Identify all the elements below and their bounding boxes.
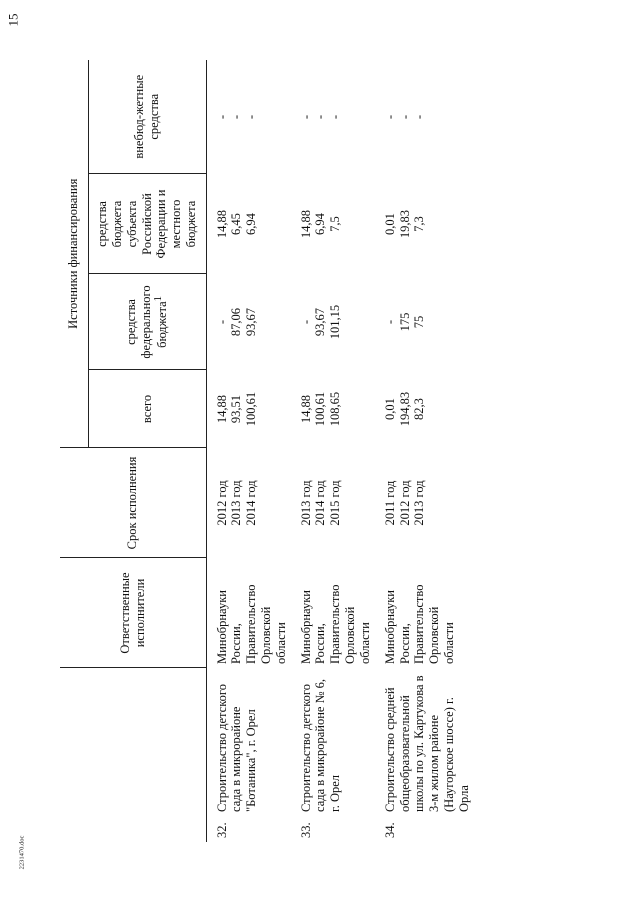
table-body bbox=[206, 60, 474, 842]
row-extra-value: - bbox=[244, 114, 258, 120]
row-subject-value: 6,94 bbox=[313, 213, 328, 235]
row-federal bbox=[291, 274, 375, 370]
row-name: Строительство средней общеобразовательной школы по ул. Картукова в 3-м жилом районе (Наугорское шоссе) г. Орла bbox=[382, 675, 471, 812]
row-total-value: 194,83 bbox=[397, 391, 412, 427]
row-subject-value: 0,01 bbox=[382, 213, 397, 235]
header-federal bbox=[88, 274, 206, 370]
row-total-value: 14,88 bbox=[214, 394, 229, 424]
row-extra-value: - bbox=[298, 114, 313, 120]
header-empty-cell bbox=[60, 668, 206, 842]
row-total-value: 100,61 bbox=[244, 391, 258, 427]
row-federal-value: 93,67 bbox=[244, 307, 258, 337]
row-terms-value: 2011 год bbox=[382, 480, 397, 526]
row-federal-value: - bbox=[382, 319, 397, 325]
row-federal bbox=[375, 274, 474, 370]
row-responsible: Минобрнауки России, Правительство Орловской области bbox=[382, 584, 456, 664]
row-extra bbox=[375, 60, 474, 174]
row-subject-value: 7,5 bbox=[328, 216, 343, 232]
row-extra-value: - bbox=[397, 114, 412, 120]
row-federal-value: 75 bbox=[412, 315, 427, 329]
page-number bbox=[0, 0, 26, 40]
row-extra-value: - bbox=[313, 114, 328, 120]
row-federal-value: - bbox=[298, 319, 313, 325]
row-name: Строительство детского сада в микрорайоне "Ботаника", г. Орел bbox=[214, 684, 258, 812]
row-federal bbox=[206, 274, 291, 370]
financing-table bbox=[60, 60, 474, 842]
row-subject-value: 7,3 bbox=[412, 216, 427, 232]
header-subject: средства бюджета субъекта Российской Федерации и местного бюджета bbox=[88, 174, 206, 274]
file-reference bbox=[12, 822, 32, 882]
row-subject bbox=[291, 174, 375, 274]
row-terms-value: 2013 год bbox=[412, 480, 427, 526]
row-terms bbox=[206, 448, 291, 558]
row-extra-value: - bbox=[382, 114, 397, 120]
row-responsible: Минобрнауки России, Правительство Орловской области bbox=[298, 584, 372, 664]
row-terms-value: 2014 год bbox=[313, 480, 328, 526]
row-subject-value: 6,45 bbox=[229, 213, 244, 235]
row-extra-value: - bbox=[229, 114, 244, 120]
row-total-value: 14,88 bbox=[298, 394, 313, 424]
row-federal-value: 101,15 bbox=[328, 304, 343, 340]
table-row bbox=[291, 60, 375, 842]
file-reference-text: 2231470.doc bbox=[18, 835, 26, 869]
page-number-text: 15 bbox=[5, 13, 20, 27]
row-subject-value: 6,94 bbox=[244, 213, 258, 235]
row-subject bbox=[206, 174, 291, 274]
header-total: всего bbox=[88, 370, 206, 448]
row-number: 32. bbox=[214, 822, 229, 838]
row-subject bbox=[375, 174, 474, 274]
row-number: 34. bbox=[382, 822, 397, 838]
row-subject-value: 14,88 bbox=[214, 209, 229, 239]
header-sources-group: Источники финансирования bbox=[60, 60, 88, 448]
rotated-table-wrapper bbox=[60, 60, 474, 842]
row-terms bbox=[291, 448, 375, 558]
row-terms-value: 2014 год bbox=[244, 480, 258, 526]
row-extra bbox=[291, 60, 375, 174]
row-total-value: 100,61 bbox=[313, 391, 328, 427]
row-federal-value: 93,67 bbox=[313, 307, 328, 337]
row-total-value: 93,51 bbox=[229, 394, 244, 424]
row-federal-value: - bbox=[214, 319, 229, 325]
row-total bbox=[291, 370, 375, 448]
row-terms-value: 2012 год bbox=[214, 480, 229, 526]
row-name: Строительство детского сада в микрорайоне № 6, г. Орел bbox=[298, 678, 343, 812]
header-responsible: Ответственные исполнители bbox=[60, 558, 206, 668]
row-total-value: 82,3 bbox=[412, 398, 427, 420]
table-header bbox=[60, 60, 206, 842]
row-number: 33. bbox=[298, 822, 313, 838]
header-term: Срок исполнения bbox=[60, 448, 206, 558]
row-total-value: 108,65 bbox=[328, 391, 343, 427]
row-subject-value: 14,88 bbox=[298, 209, 313, 239]
row-total bbox=[375, 370, 474, 448]
table-row bbox=[375, 60, 474, 842]
header-federal-text: средства федерального бюджета bbox=[123, 285, 170, 359]
row-terms-value: 2013 год bbox=[229, 480, 244, 526]
row-terms bbox=[375, 448, 474, 558]
row-total-value: 0,01 bbox=[382, 398, 397, 420]
row-terms-value: 2012 год bbox=[397, 480, 412, 526]
row-federal-value: 175 bbox=[397, 312, 412, 332]
row-extra bbox=[206, 60, 291, 174]
row-total bbox=[206, 370, 291, 448]
row-subject-value: 19,83 bbox=[397, 209, 412, 239]
row-terms-value: 2013 год bbox=[298, 480, 313, 526]
row-terms-value: 2015 год bbox=[328, 480, 343, 526]
row-responsible: Минобрнауки России, Правительство Орловской области bbox=[214, 584, 288, 664]
row-extra-value: - bbox=[328, 114, 343, 120]
table-row bbox=[206, 60, 291, 842]
row-federal-value: 87,06 bbox=[229, 307, 244, 337]
header-extra: внебюд-жетные средства bbox=[88, 60, 206, 174]
row-extra-value: - bbox=[214, 114, 229, 120]
row-extra-value: - bbox=[412, 114, 427, 120]
header-federal-footnote: 1 bbox=[153, 296, 165, 302]
